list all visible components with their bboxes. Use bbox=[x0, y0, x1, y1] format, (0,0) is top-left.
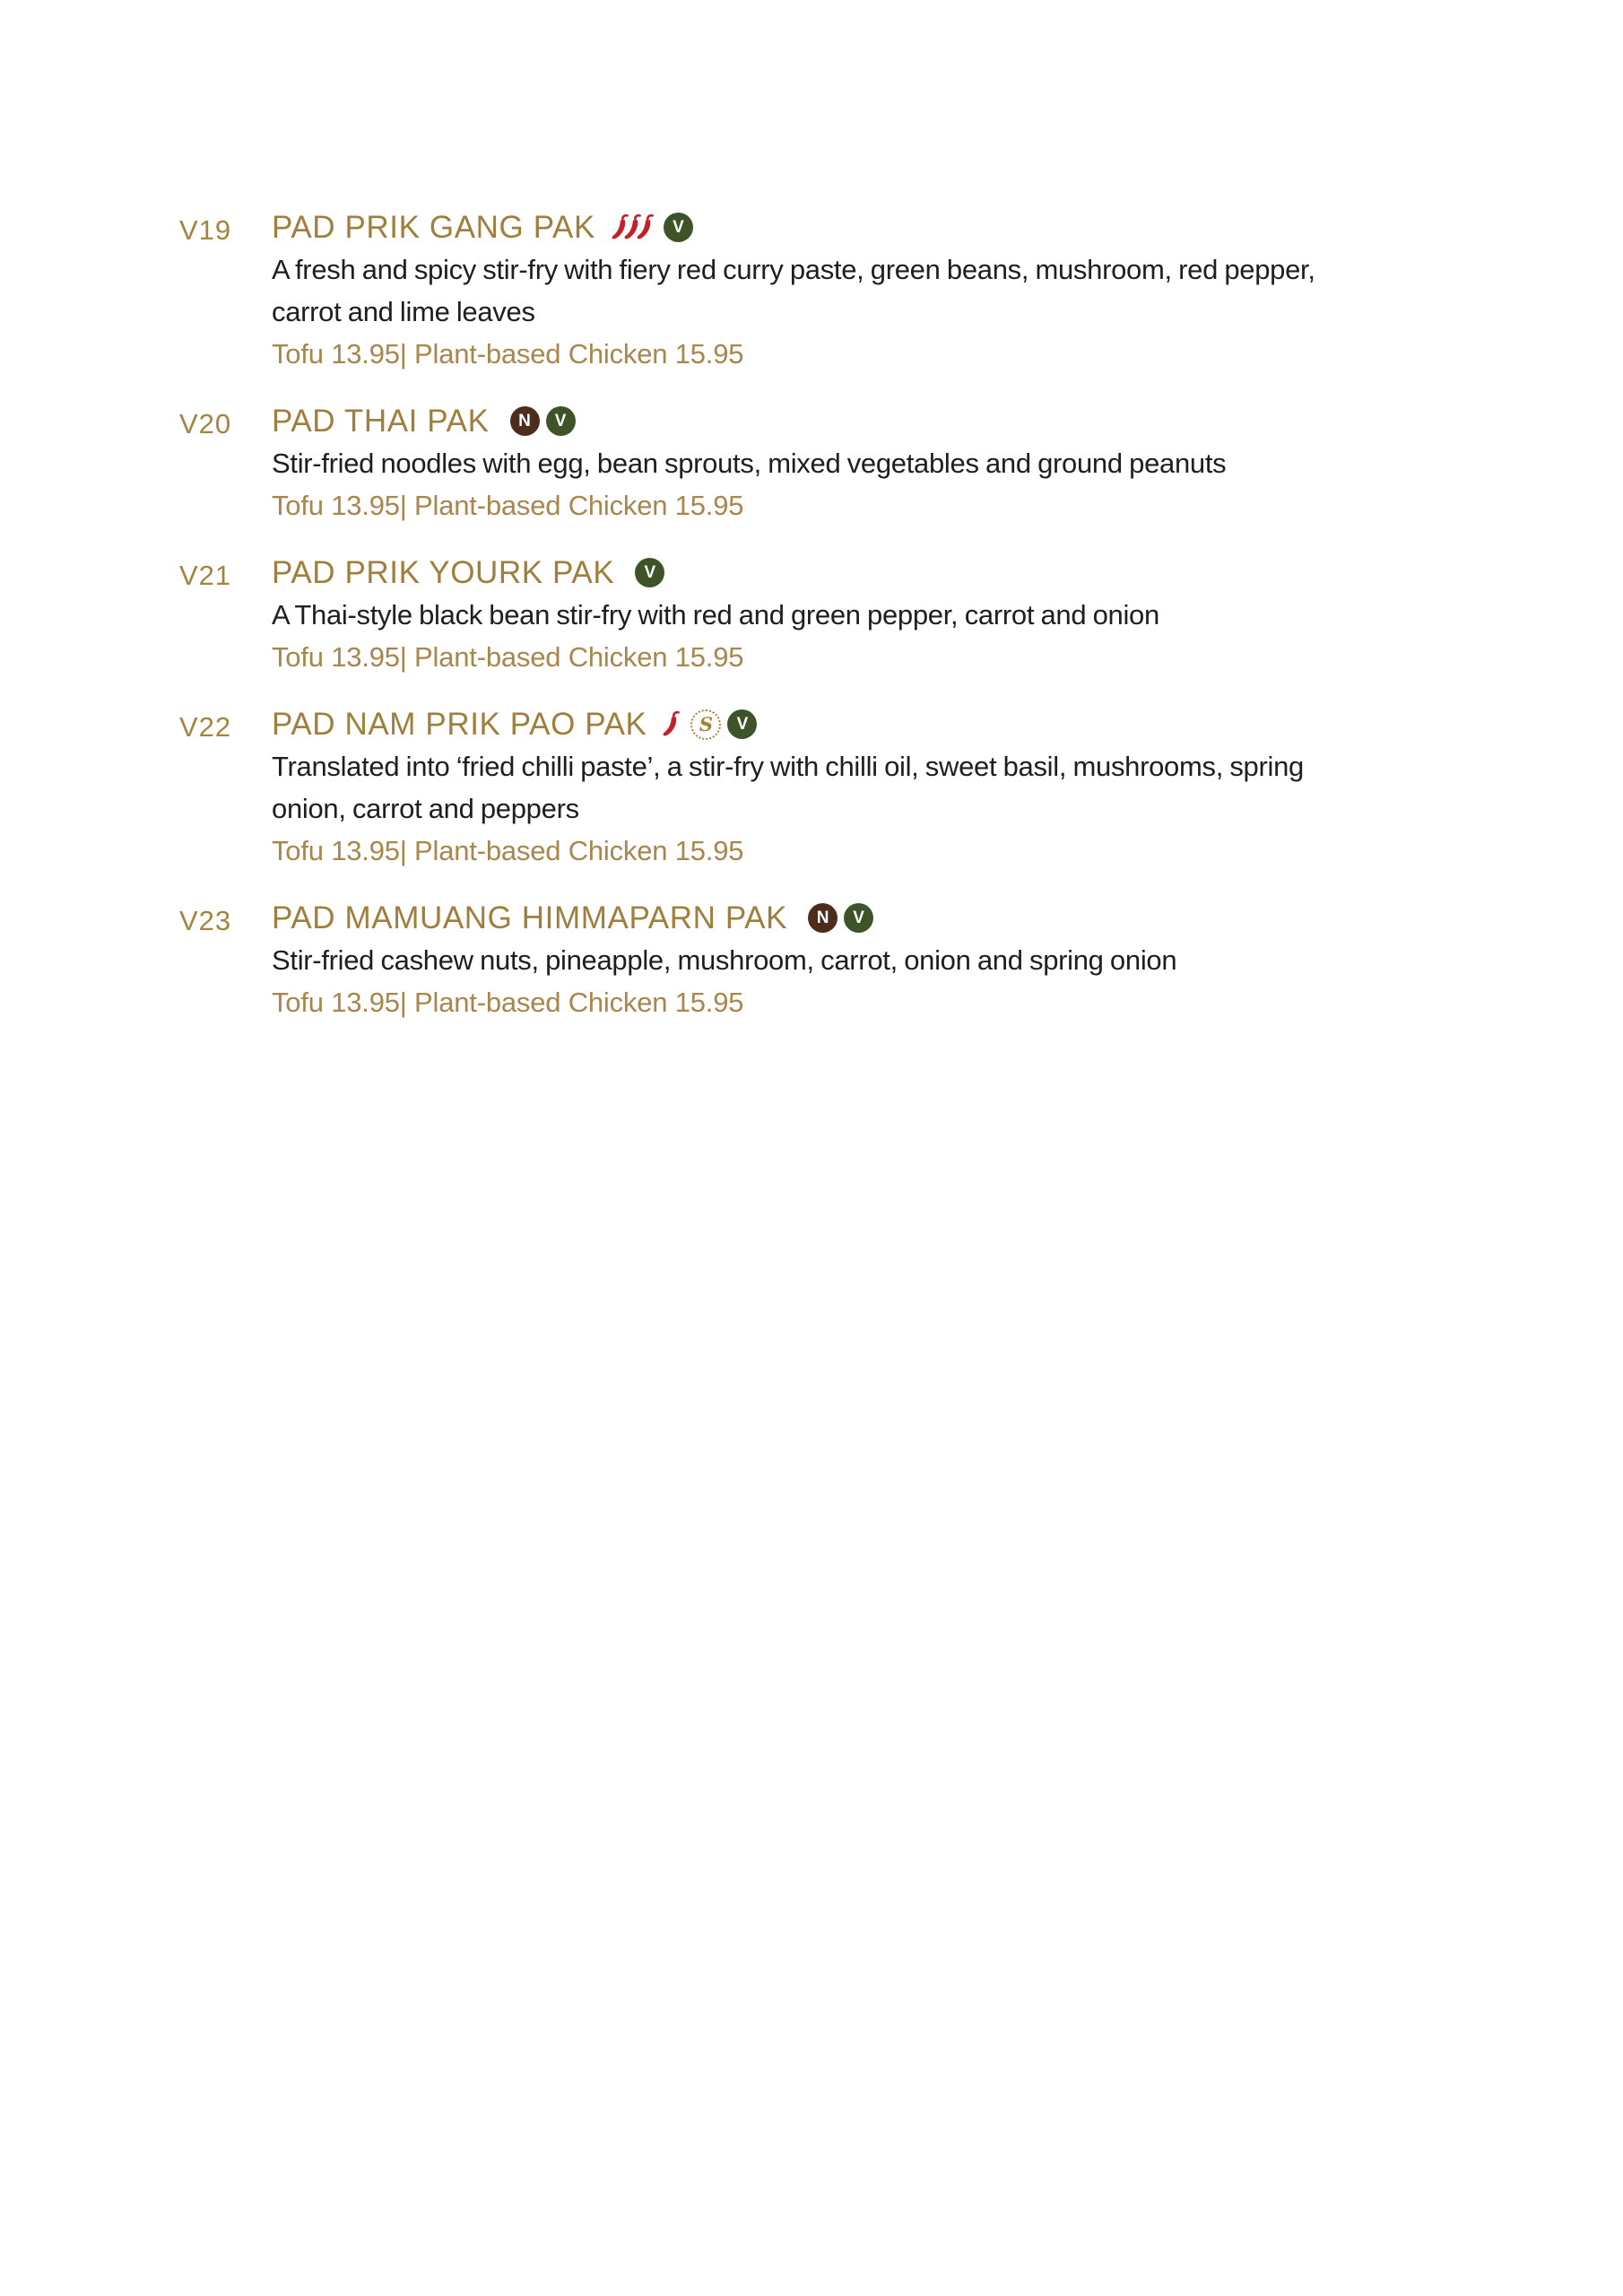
item-icons bbox=[629, 558, 664, 587]
item-body bbox=[272, 703, 1515, 872]
menu-item bbox=[179, 400, 1515, 526]
item-description bbox=[272, 939, 1515, 981]
description-line: carrot and lime leaves bbox=[272, 296, 535, 327]
description-line: Stir-fried noodles with egg, bean sprouts, mixed vegetables and ground peanuts bbox=[272, 448, 1227, 479]
item-body bbox=[272, 552, 1515, 678]
item-icons bbox=[661, 709, 757, 740]
item-title-row bbox=[272, 400, 1515, 442]
chili-icon bbox=[661, 709, 681, 739]
item-body bbox=[272, 897, 1515, 1023]
menu-item bbox=[179, 897, 1515, 1023]
description-line: A Thai-style black bean stir-fry with red and green pepper, carrot and onion bbox=[272, 599, 1159, 631]
description-line: Translated into ‘fried chilli paste’, a stir-fry with chilli oil, sweet basil, mushrooms, spring bbox=[272, 751, 1304, 782]
description-line: A fresh and spicy stir-fry with fiery red curry paste, green beans, mushroom, red pepper, bbox=[272, 254, 1315, 285]
item-price: Tofu 13.95| Plant-based Chicken 15.95 bbox=[272, 338, 744, 370]
nut-icon: N bbox=[808, 903, 838, 933]
item-price: Tofu 13.95| Plant-based Chicken 15.95 bbox=[272, 641, 744, 673]
item-number: V22 bbox=[179, 711, 232, 743]
item-description bbox=[272, 745, 1515, 830]
vegan-icon: V bbox=[546, 406, 576, 436]
item-number: V23 bbox=[179, 905, 232, 936]
item-title-row bbox=[272, 552, 1515, 594]
vegan-icon: V bbox=[844, 903, 873, 933]
vegan-icon: V bbox=[635, 558, 664, 587]
nut-icon: N bbox=[510, 406, 540, 436]
menu-item bbox=[179, 552, 1515, 678]
item-title-row bbox=[272, 206, 1515, 248]
item-number: V19 bbox=[179, 214, 232, 246]
description-line: Stir-fried cashew nuts, pineapple, mushroom, carrot, onion and spring onion bbox=[272, 944, 1177, 976]
item-title: PAD PRIK GANG PAK bbox=[272, 210, 595, 245]
item-description bbox=[272, 594, 1515, 636]
item-price: Tofu 13.95| Plant-based Chicken 15.95 bbox=[272, 987, 744, 1018]
chili-icon bbox=[635, 213, 655, 242]
item-icons bbox=[802, 903, 873, 933]
item-title-row bbox=[272, 703, 1515, 745]
item-title: PAD THAI PAK bbox=[272, 404, 490, 439]
vegan-icon: V bbox=[727, 709, 757, 739]
item-title: PAD PRIK YOURK PAK bbox=[272, 555, 615, 590]
description-line: onion, carrot and peppers bbox=[272, 793, 579, 824]
vegan-icon: V bbox=[664, 213, 693, 242]
item-price: Tofu 13.95| Plant-based Chicken 15.95 bbox=[272, 490, 744, 521]
item-price: Tofu 13.95| Plant-based Chicken 15.95 bbox=[272, 835, 744, 866]
item-icons bbox=[610, 213, 693, 242]
menu-list bbox=[0, 0, 1623, 1023]
item-description bbox=[272, 248, 1515, 333]
item-number: V20 bbox=[179, 408, 232, 439]
item-body bbox=[272, 206, 1515, 375]
item-title: PAD MAMUANG HIMMAPARN PAK bbox=[272, 900, 788, 935]
item-title-row bbox=[272, 897, 1515, 939]
menu-item bbox=[179, 206, 1515, 375]
item-description bbox=[272, 442, 1515, 484]
item-number: V21 bbox=[179, 560, 232, 591]
menu-item bbox=[179, 703, 1515, 872]
item-icons bbox=[504, 406, 576, 436]
item-title: PAD NAM PRIK PAO PAK bbox=[272, 707, 647, 742]
signature-icon: S bbox=[690, 709, 721, 740]
item-body bbox=[272, 400, 1515, 526]
